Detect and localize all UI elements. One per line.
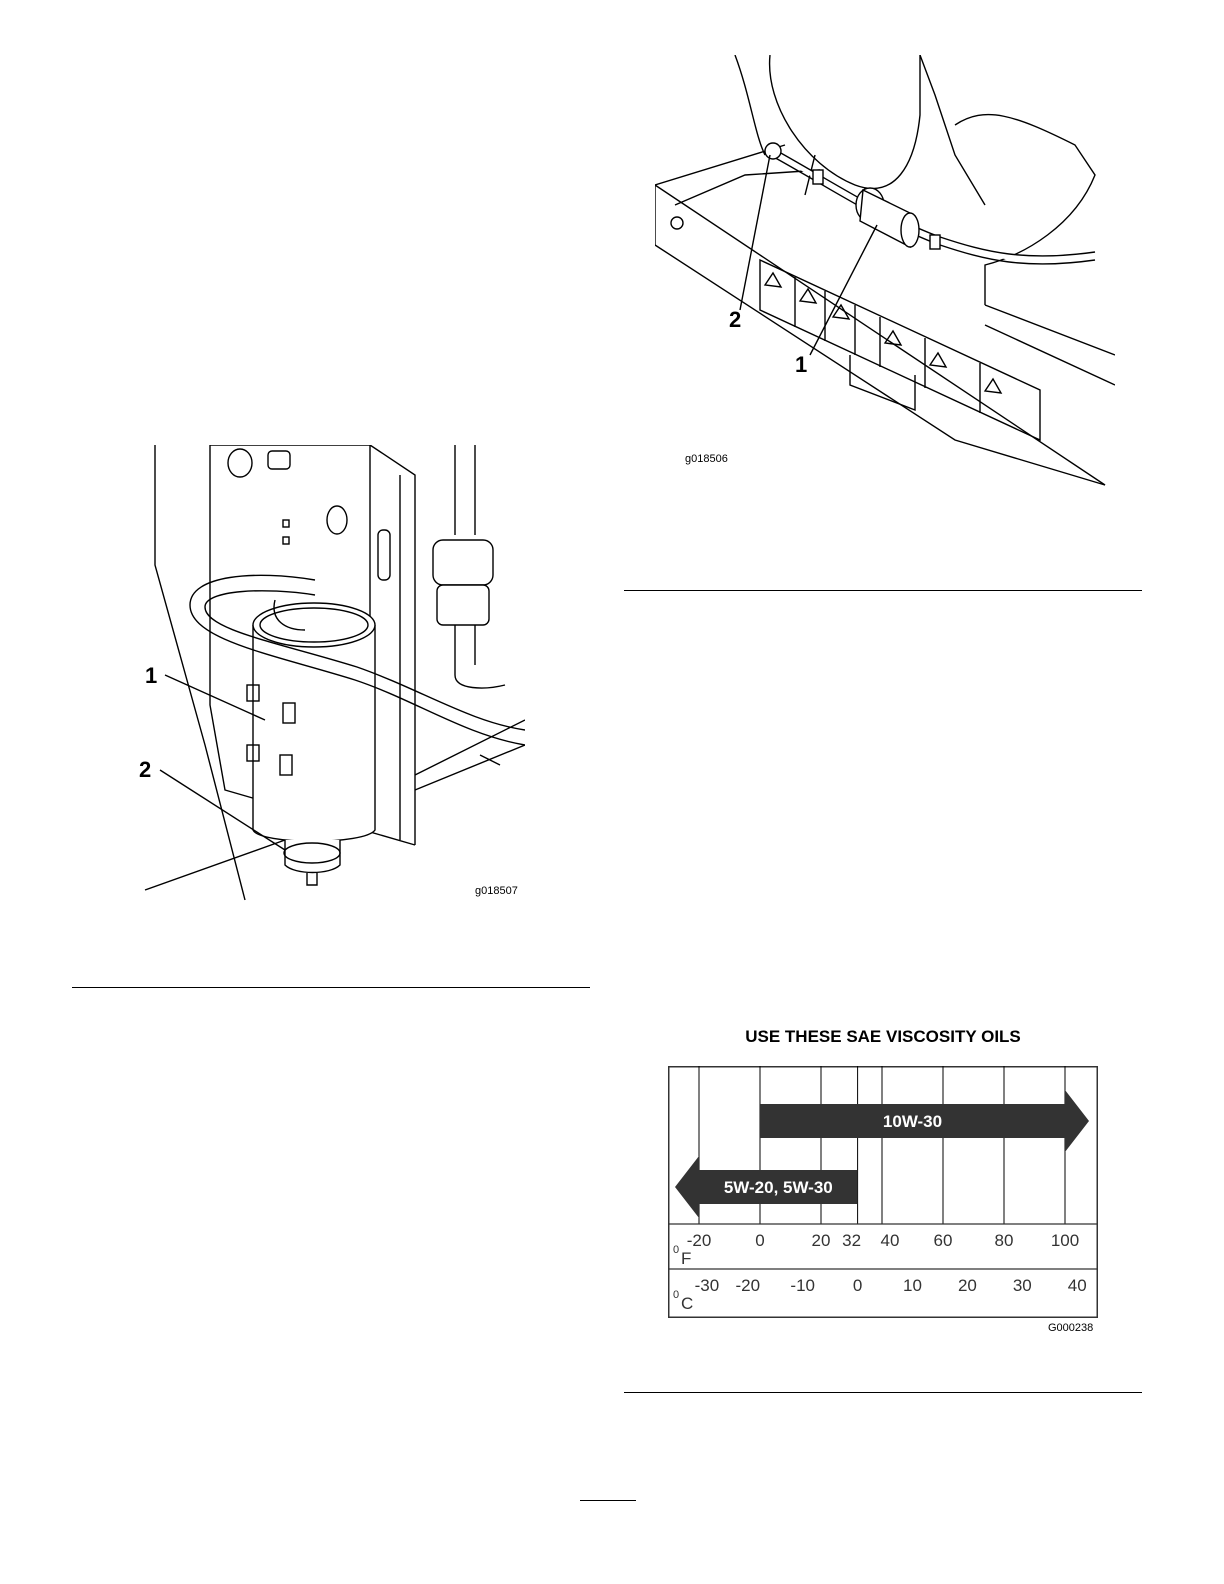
tick-label-f: 60 bbox=[933, 1231, 953, 1250]
chart-code: G000238 bbox=[1048, 1322, 1094, 1334]
bar-label: 5W-20, 5W-30 bbox=[723, 1178, 833, 1197]
tick-label-c: -10 bbox=[790, 1276, 815, 1295]
figure-code: g018506 bbox=[685, 453, 728, 465]
tick-label-f: 0 bbox=[755, 1231, 765, 1250]
callout-1: 1 bbox=[145, 663, 158, 688]
callout-2: 2 bbox=[729, 307, 742, 332]
tick-label-f: 20 bbox=[811, 1231, 831, 1250]
page-footer-rule bbox=[580, 1500, 636, 1501]
viscosity-chart bbox=[668, 1066, 1098, 1318]
chart-title: USE THESE SAE VISCOSITY OILS bbox=[745, 1027, 1021, 1046]
carbon-canister-figure bbox=[135, 445, 525, 905]
bar-label: 10W-30 bbox=[882, 1112, 943, 1131]
celsius-label: C bbox=[681, 1294, 694, 1313]
tick-label-f: -20 bbox=[686, 1231, 712, 1250]
section-divider bbox=[624, 590, 1142, 591]
tick-label-c: 30 bbox=[1012, 1276, 1032, 1295]
section-divider bbox=[72, 987, 590, 988]
tick-label-f: 32 bbox=[842, 1231, 862, 1250]
tick-label-f: 100 bbox=[1050, 1231, 1080, 1250]
tick-label-c: -30 bbox=[694, 1276, 720, 1295]
tick-label-c: 20 bbox=[957, 1276, 977, 1295]
degree-sign: 0 bbox=[673, 1244, 680, 1256]
callout-1: 1 bbox=[795, 352, 808, 377]
tick-label-c: 0 bbox=[852, 1276, 863, 1295]
tick-label-c: 40 bbox=[1067, 1276, 1087, 1295]
tick-label-c: -20 bbox=[735, 1276, 761, 1295]
degree-sign: 0 bbox=[673, 1289, 680, 1301]
figure-code: g018507 bbox=[475, 885, 518, 897]
fuel-filter-frame-figure bbox=[655, 55, 1115, 490]
section-divider bbox=[624, 1392, 1142, 1393]
tick-label-f: 80 bbox=[994, 1231, 1014, 1250]
tick-label-c: 10 bbox=[903, 1276, 922, 1295]
fahrenheit-label: F bbox=[681, 1249, 692, 1268]
tick-label-f: 40 bbox=[880, 1231, 900, 1250]
callout-2: 2 bbox=[139, 757, 152, 782]
